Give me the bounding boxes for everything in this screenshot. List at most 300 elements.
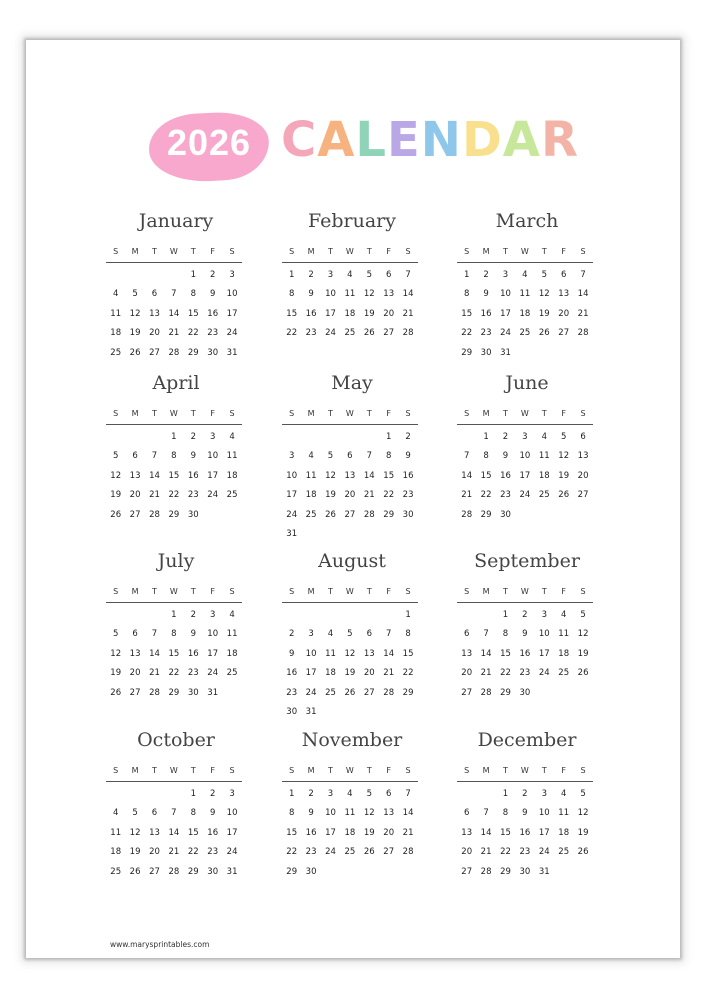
day-cell: 23	[305, 847, 317, 858]
day-cell: 3	[288, 451, 295, 462]
day-cell: 1	[171, 432, 177, 442]
day-cell: 29	[500, 687, 511, 698]
day-cell: 31	[207, 687, 219, 698]
month-name: March	[495, 210, 559, 232]
weekday-label: W	[520, 247, 529, 256]
day-cell: 28	[149, 687, 160, 698]
day-cell: 6	[132, 629, 138, 640]
month-name: September	[474, 550, 580, 572]
day-cell: 5	[112, 451, 119, 462]
day-cell: 11	[344, 808, 356, 819]
day-cell: 13	[383, 808, 395, 819]
day-cell: 15	[500, 827, 511, 838]
day-cell: 26	[363, 328, 375, 339]
day-cell: 15	[383, 470, 395, 481]
day-cell: 3	[522, 432, 528, 442]
day-cell: 6	[385, 789, 392, 799]
day-cell: 12	[110, 648, 122, 659]
day-cell: 14	[363, 470, 375, 481]
day-cell: 22	[168, 490, 180, 501]
weekday-header	[282, 587, 418, 599]
day-cell: 27	[129, 509, 141, 520]
day-cell: 14	[168, 827, 180, 838]
day-cell: 3	[502, 270, 509, 280]
calendar-title-letter: A	[502, 112, 541, 168]
day-cell: 20	[149, 328, 160, 339]
day-cell: 5	[132, 808, 138, 819]
day-cell: 22	[286, 328, 298, 339]
day-cell: 19	[538, 308, 550, 319]
day-cell: 20	[149, 847, 160, 858]
day-cell: 16	[305, 827, 317, 838]
day-cell: 31	[226, 347, 238, 358]
day-cell: 11	[226, 629, 238, 640]
day-cell: 19	[577, 827, 589, 838]
day-cell: 25	[558, 668, 570, 679]
weekday-label: S	[464, 247, 470, 256]
month-name: October	[137, 729, 215, 751]
day-cell: 16	[480, 308, 492, 319]
day-cell: 12	[363, 808, 375, 819]
day-cell: 17	[207, 648, 219, 659]
day-cell: 29	[187, 866, 199, 877]
weekday-label: S	[289, 409, 295, 418]
day-cell: 14	[402, 808, 414, 819]
day-cell: 9	[209, 289, 216, 300]
weekday-label: T	[541, 409, 547, 418]
day-cell: 30	[207, 866, 219, 877]
day-cell: 12	[577, 808, 589, 819]
day-cell: 4	[560, 610, 567, 620]
weekday-label: M	[131, 766, 139, 775]
header-divider	[106, 781, 242, 782]
day-cell: 7	[151, 451, 158, 462]
day-cell: 29	[500, 866, 511, 877]
day-cell: 14	[480, 648, 492, 659]
day-cell: 15	[461, 308, 473, 319]
month-name: December	[477, 729, 577, 751]
day-cell: 9	[502, 451, 509, 462]
header-divider	[282, 602, 418, 603]
day-cell: 1	[502, 610, 509, 620]
weekday-label: T	[152, 587, 157, 596]
day-cell: 8	[288, 289, 295, 300]
day-cell: 29	[383, 509, 395, 520]
weekday-label: T	[190, 766, 196, 775]
day-cell: 8	[190, 289, 196, 300]
day-cell: 22	[383, 490, 395, 501]
day-cell: 30	[305, 866, 317, 877]
day-cell: 21	[149, 490, 160, 501]
day-cell: 18	[538, 470, 550, 481]
weekday-label: T	[328, 247, 333, 256]
day-cell: 9	[288, 648, 295, 659]
weekday-label: T	[366, 766, 372, 775]
day-cell: 30	[286, 707, 298, 717]
day-cell: 4	[308, 451, 314, 462]
day-cell: 11	[558, 808, 570, 819]
day-cell: 31	[286, 529, 298, 539]
day-cell: 13	[577, 451, 589, 462]
day-cell: 4	[347, 789, 353, 799]
month-name: July	[157, 550, 195, 572]
day-cell: 24	[325, 847, 336, 858]
day-cell: 13	[344, 470, 356, 481]
day-cell: 29	[461, 347, 473, 358]
day-cell: 9	[209, 808, 216, 819]
day-cell: 1	[502, 789, 509, 799]
day-cell: 22	[187, 847, 199, 858]
day-cell: 27	[344, 509, 356, 520]
day-cell: 3	[229, 789, 235, 799]
day-cell: 1	[463, 270, 470, 280]
day-cell: 15	[187, 827, 199, 838]
day-cell: 26	[538, 328, 550, 339]
weekday-label: F	[386, 766, 391, 775]
header-divider	[457, 781, 593, 782]
weekday-header	[106, 766, 242, 778]
weekday-header	[282, 766, 418, 778]
day-cell: 19	[325, 490, 336, 501]
day-cell: 24	[305, 687, 317, 698]
day-cell: 13	[363, 648, 375, 659]
day-cell: 21	[577, 308, 589, 319]
day-cell: 19	[110, 490, 122, 501]
day-cell: 10	[325, 808, 336, 819]
weekday-label: W	[345, 247, 354, 256]
day-cell: 24	[226, 847, 238, 858]
weekday-header	[282, 247, 418, 259]
weekday-label: F	[561, 409, 566, 418]
day-cell: 13	[461, 827, 473, 838]
day-cell: 24	[226, 328, 238, 339]
weekday-label: S	[229, 409, 235, 418]
day-cell: 8	[171, 451, 177, 462]
day-cell: 10	[226, 808, 238, 819]
weekday-header	[106, 587, 242, 599]
day-cell: 16	[402, 470, 414, 481]
day-cell: 5	[112, 629, 119, 640]
day-cell: 24	[538, 668, 550, 679]
weekday-label: S	[580, 766, 586, 775]
weekday-label: M	[131, 247, 139, 256]
day-cell: 10	[305, 648, 317, 659]
day-cell: 24	[207, 668, 219, 679]
header-divider	[282, 262, 418, 263]
day-cell: 9	[308, 289, 314, 300]
weekday-label: F	[561, 766, 566, 775]
day-cell: 25	[110, 866, 122, 877]
weekday-label: S	[405, 247, 411, 256]
day-cell: 23	[500, 490, 511, 501]
weekday-label: T	[152, 247, 157, 256]
day-cell: 26	[344, 687, 356, 698]
day-cell: 21	[168, 328, 180, 339]
day-cell: 14	[149, 648, 160, 659]
weekday-label: T	[190, 247, 196, 256]
day-cell: 10	[207, 629, 219, 640]
day-cell: 2	[209, 789, 216, 799]
day-cell: 2	[190, 432, 196, 442]
weekday-label: T	[503, 247, 508, 256]
weekday-label: F	[561, 587, 566, 596]
day-cell: 21	[461, 490, 473, 501]
day-cell: 25	[305, 509, 317, 520]
weekday-label: F	[210, 766, 215, 775]
calendar-title-letter: R	[540, 112, 579, 168]
day-cell: 1	[171, 610, 177, 620]
day-cell: 24	[538, 847, 550, 858]
weekday-label: M	[482, 409, 490, 418]
day-cell: 21	[480, 668, 492, 679]
weekday-label: W	[345, 766, 354, 775]
day-cell: 14	[383, 648, 395, 659]
day-cell: 23	[207, 847, 219, 858]
day-cell: 13	[149, 827, 160, 838]
day-cell: 26	[129, 347, 141, 358]
weekday-label: S	[464, 766, 470, 775]
day-cell: 21	[149, 668, 160, 679]
day-cell: 6	[132, 451, 138, 462]
weekday-label: S	[229, 766, 235, 775]
day-cell: 5	[132, 289, 138, 300]
weekday-label: M	[307, 587, 315, 596]
day-cell: 26	[110, 509, 122, 520]
day-cell: 14	[149, 470, 160, 481]
day-cell: 12	[129, 308, 141, 319]
weekday-label: F	[210, 587, 215, 596]
day-cell: 16	[519, 827, 531, 838]
calendar-title-letter: E	[386, 112, 421, 168]
day-cell: 13	[383, 289, 395, 300]
day-cell: 19	[558, 470, 570, 481]
day-cell: 23	[519, 668, 531, 679]
day-cell: 19	[129, 328, 141, 339]
day-cell: 3	[327, 789, 334, 799]
day-cell: 15	[402, 648, 414, 659]
day-cell: 7	[171, 808, 177, 819]
day-cell: 18	[226, 648, 238, 659]
weekday-label: S	[580, 409, 586, 418]
day-cell: 25	[344, 328, 356, 339]
day-cell: 13	[558, 289, 570, 300]
day-cell: 27	[558, 328, 570, 339]
weekday-label: T	[503, 409, 508, 418]
day-cell: 14	[577, 289, 589, 300]
day-cell: 25	[110, 347, 122, 358]
day-cell: 17	[226, 308, 238, 319]
month-name: January	[138, 210, 214, 232]
day-cell: 7	[405, 789, 411, 799]
day-cell: 14	[168, 308, 180, 319]
day-cell: 12	[558, 451, 570, 462]
day-cell: 4	[112, 289, 119, 300]
weekday-label: S	[464, 587, 470, 596]
day-cell: 17	[207, 470, 219, 481]
day-cell: 28	[461, 509, 473, 520]
day-cell: 26	[577, 668, 589, 679]
weekday-label: S	[113, 409, 119, 418]
day-cell: 4	[522, 270, 528, 280]
weekday-label: M	[131, 587, 139, 596]
day-cell: 28	[168, 347, 180, 358]
day-cell: 5	[541, 270, 547, 280]
month-name: June	[505, 372, 549, 394]
day-cell: 29	[402, 687, 414, 698]
day-cell: 8	[171, 629, 177, 640]
day-cell: 18	[558, 827, 570, 838]
day-cell: 2	[522, 789, 528, 799]
day-cell: 5	[347, 629, 353, 640]
day-cell: 3	[327, 270, 334, 280]
day-cell: 30	[402, 509, 414, 520]
day-cell: 3	[209, 610, 216, 620]
day-cell: 7	[463, 451, 470, 462]
weekday-label: T	[366, 247, 372, 256]
day-cell: 20	[383, 827, 395, 838]
day-cell: 27	[383, 328, 395, 339]
day-cell: 6	[151, 808, 158, 819]
day-cell: 18	[325, 668, 336, 679]
day-cell: 24	[500, 328, 511, 339]
day-cell: 17	[305, 668, 317, 679]
day-cell: 13	[461, 648, 473, 659]
day-cell: 15	[168, 470, 180, 481]
weekday-label: S	[229, 587, 235, 596]
header-divider	[106, 602, 242, 603]
day-cell: 3	[209, 432, 216, 442]
day-cell: 24	[286, 509, 298, 520]
day-cell: 2	[288, 629, 295, 640]
month-name: April	[152, 372, 200, 394]
weekday-label: S	[289, 247, 295, 256]
day-cell: 15	[500, 648, 511, 659]
day-cell: 19	[344, 668, 356, 679]
calendar-title-letter: L	[355, 112, 387, 168]
day-cell: 15	[286, 827, 298, 838]
weekday-label: M	[307, 766, 315, 775]
day-cell: 15	[187, 308, 199, 319]
weekday-label: S	[289, 766, 295, 775]
day-cell: 30	[500, 509, 511, 520]
day-cell: 26	[110, 687, 122, 698]
day-cell: 20	[461, 847, 473, 858]
day-cell: 1	[385, 432, 392, 442]
weekday-label: M	[131, 409, 139, 418]
day-cell: 29	[168, 509, 180, 520]
weekday-label: F	[210, 409, 215, 418]
day-cell: 9	[190, 451, 196, 462]
day-cell: 26	[558, 490, 570, 501]
day-cell: 16	[305, 308, 317, 319]
day-cell: 3	[541, 610, 547, 620]
day-cell: 29	[480, 509, 492, 520]
day-cell: 8	[288, 808, 295, 819]
day-cell: 19	[577, 648, 589, 659]
day-cell: 20	[461, 668, 473, 679]
weekday-label: T	[328, 587, 333, 596]
day-cell: 18	[519, 308, 531, 319]
day-cell: 28	[480, 866, 492, 877]
day-cell: 16	[519, 648, 531, 659]
day-cell: 15	[286, 308, 298, 319]
month-name: February	[307, 210, 396, 232]
day-cell: 21	[168, 847, 180, 858]
day-cell: 11	[538, 451, 550, 462]
day-cell: 22	[286, 847, 298, 858]
day-cell: 21	[480, 847, 492, 858]
day-cell: 17	[325, 308, 336, 319]
day-cell: 11	[519, 289, 531, 300]
day-cell: 22	[500, 847, 511, 858]
day-cell: 23	[207, 328, 219, 339]
day-cell: 19	[110, 668, 122, 679]
day-cell: 17	[286, 490, 298, 501]
weekday-label: T	[366, 587, 372, 596]
weekday-label: T	[541, 587, 547, 596]
day-cell: 5	[580, 789, 586, 799]
day-cell: 7	[151, 629, 158, 640]
day-cell: 12	[129, 827, 141, 838]
day-cell: 8	[502, 629, 509, 640]
day-cell: 9	[522, 629, 528, 640]
day-cell: 6	[463, 629, 470, 640]
day-cell: 2	[209, 270, 216, 280]
day-cell: 9	[483, 289, 489, 300]
day-cell: 16	[207, 308, 219, 319]
weekday-header	[106, 247, 242, 259]
day-cell: 4	[229, 432, 235, 442]
day-cell: 5	[580, 610, 586, 620]
day-cell: 28	[363, 509, 375, 520]
day-cell: 18	[344, 827, 356, 838]
day-cell: 6	[463, 808, 470, 819]
day-cell: 22	[480, 490, 492, 501]
day-cell: 6	[347, 451, 353, 462]
day-cell: 31	[305, 707, 317, 717]
day-cell: 7	[385, 629, 392, 640]
day-cell: 29	[168, 687, 180, 698]
day-cell: 1	[288, 789, 295, 799]
day-cell: 22	[187, 328, 199, 339]
day-cell: 30	[207, 347, 219, 358]
weekday-label: F	[210, 247, 215, 256]
day-cell: 16	[500, 470, 511, 481]
day-cell: 20	[344, 490, 356, 501]
day-cell: 22	[168, 668, 180, 679]
footer-website: www.marysprintables.com	[110, 940, 210, 949]
day-cell: 27	[577, 490, 589, 501]
day-cell: 27	[383, 847, 395, 858]
day-cell: 10	[538, 629, 550, 640]
day-cell: 3	[308, 629, 314, 640]
header-divider	[106, 424, 242, 425]
month-name: May	[331, 372, 373, 394]
day-cell: 9	[522, 808, 528, 819]
day-cell: 15	[168, 648, 180, 659]
weekday-label: T	[503, 587, 508, 596]
day-cell: 16	[187, 648, 199, 659]
weekday-label: T	[328, 409, 333, 418]
day-cell: 21	[402, 308, 414, 319]
weekday-label: S	[580, 247, 586, 256]
day-cell: 2	[308, 270, 314, 280]
day-cell: 30	[480, 347, 492, 358]
day-cell: 3	[541, 789, 547, 799]
header-divider	[106, 262, 242, 263]
day-cell: 7	[483, 629, 489, 640]
weekday-header	[457, 766, 593, 778]
